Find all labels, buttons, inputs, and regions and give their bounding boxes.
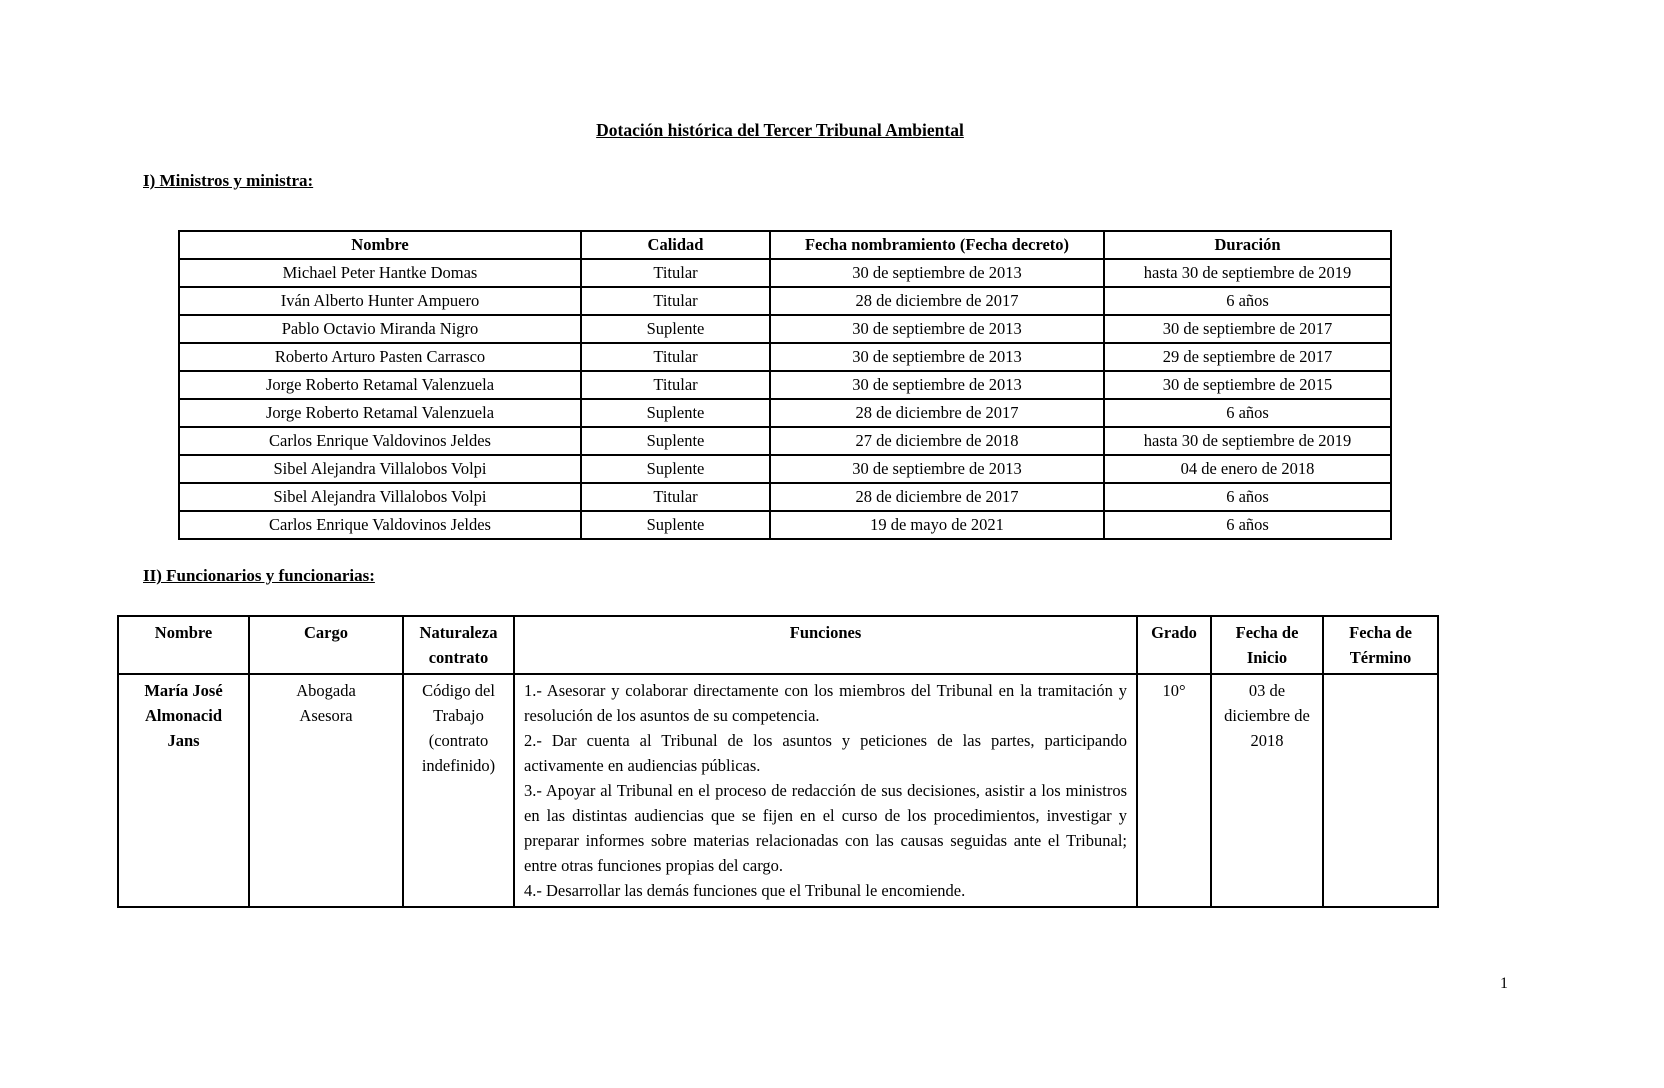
cell-nombre: Iván Alberto Hunter Ampuero [179, 287, 581, 315]
table-row [179, 287, 1391, 315]
funcion-item-4: 4.- Desarrollar las demás funciones que el Tribunal le encomiende. [524, 881, 966, 900]
cell-fecha: 30 de septiembre de 2013 [770, 371, 1104, 399]
cell-nombre: Jorge Roberto Retamal Valenzuela [179, 399, 581, 427]
column-header-fecha-termino: Fecha de Término [1323, 616, 1438, 674]
cell-nombre: Sibel Alejandra Villalobos Volpi [179, 455, 581, 483]
table-header-row [118, 616, 1438, 674]
section-heading-ministros: I) Ministros y ministra: [143, 171, 314, 190]
column-header-naturaleza-contrato: Naturaleza contrato [403, 616, 514, 674]
cell-funciones [514, 674, 1137, 907]
page-number: 1 [1500, 975, 1508, 992]
cell-calidad: Suplente [581, 511, 770, 539]
cell-calidad: Suplente [581, 399, 770, 427]
cell-nombre: Jorge Roberto Retamal Valenzuela [179, 371, 581, 399]
table-row [179, 427, 1391, 455]
column-header-calidad: Calidad [581, 231, 770, 259]
cell-nombre: Sibel Alejandra Villalobos Volpi [179, 483, 581, 511]
cell-nombre: Carlos Enrique Valdovinos Jeldes [179, 511, 581, 539]
column-header-grado: Grado [1137, 616, 1211, 674]
cell-fecha-inicio [1211, 674, 1323, 907]
column-header-nombre: Nombre [179, 231, 581, 259]
cell-nombre: Pablo Octavio Miranda Nigro [179, 315, 581, 343]
cell-fecha: 27 de diciembre de 2018 [770, 427, 1104, 455]
column-header-funciones: Funciones [514, 616, 1137, 674]
cell-nombre [118, 674, 249, 907]
table-row [179, 315, 1391, 343]
section-heading-funcionarios: II) Funcionarios y funcionarias: [143, 566, 375, 585]
funcion-item-3: 3.- Apoyar al Tribunal en el proceso de redacción de sus decisiones, asistir a los ministros en las distintas audiencias que se fijen en el curso de los procedimientos, investigar y preparar informes sobre materias relacionadas con las causas seguidas ante el Tribunal; entre otras funciones propias del cargo. [524, 781, 1127, 875]
table-row [179, 399, 1391, 427]
table-row [118, 674, 1438, 907]
cell-fecha: 30 de septiembre de 2013 [770, 455, 1104, 483]
document-title-text: Dotación histórica del Tercer Tribunal Ambiental [596, 120, 964, 140]
funcionario-grado: 10° [1162, 681, 1186, 700]
cell-calidad: Suplente [581, 427, 770, 455]
ministros-table [178, 230, 1392, 540]
column-header-fecha-inicio: Fecha de Inicio [1211, 616, 1323, 674]
cell-nombre: Carlos Enrique Valdovinos Jeldes [179, 427, 581, 455]
cell-duracion: 30 de septiembre de 2017 [1104, 315, 1391, 343]
cell-calidad: Suplente [581, 315, 770, 343]
cell-cargo [249, 674, 403, 907]
cell-calidad: Titular [581, 287, 770, 315]
funcion-item-2: 2.- Dar cuenta al Tribunal de los asuntos y peticiones de las partes, participando activamente en audiencias públicas. [524, 731, 1127, 775]
column-header-duracion: Duración [1104, 231, 1391, 259]
column-header-nombre: Nombre [118, 616, 249, 674]
cell-duracion: 30 de septiembre de 2015 [1104, 371, 1391, 399]
cell-fecha: 28 de diciembre de 2017 [770, 483, 1104, 511]
cell-grado [1137, 674, 1211, 907]
cell-fecha: 30 de septiembre de 2013 [770, 259, 1104, 287]
cell-fecha: 28 de diciembre de 2017 [770, 399, 1104, 427]
cell-duracion: hasta 30 de septiembre de 2019 [1104, 427, 1391, 455]
cell-duracion: 6 años [1104, 511, 1391, 539]
cell-fecha: 30 de septiembre de 2013 [770, 315, 1104, 343]
funcionarios-table [117, 615, 1439, 908]
cell-calidad: Titular [581, 259, 770, 287]
cell-nombre: Michael Peter Hantke Domas [179, 259, 581, 287]
funcionario-fecha-inicio: 03 de diciembre de 2018 [1224, 681, 1310, 750]
cell-fecha-termino [1323, 674, 1438, 907]
cell-naturaleza-contrato [403, 674, 514, 907]
cell-duracion: 6 años [1104, 287, 1391, 315]
column-header-fecha-nombramiento: Fecha nombramiento (Fecha decreto) [770, 231, 1104, 259]
cell-duracion: 29 de septiembre de 2017 [1104, 343, 1391, 371]
cell-calidad: Titular [581, 483, 770, 511]
funcion-item-1: 1.- Asesorar y colaborar directamente con los miembros del Tribunal en la tramitación y resolución de los asuntos de su competencia. [524, 681, 1127, 725]
cell-calidad: Suplente [581, 455, 770, 483]
cell-duracion: 04 de enero de 2018 [1104, 455, 1391, 483]
cell-fecha: 28 de diciembre de 2017 [770, 287, 1104, 315]
cell-nombre: Roberto Arturo Pasten Carrasco [179, 343, 581, 371]
cell-duracion: 6 años [1104, 399, 1391, 427]
cell-calidad: Titular [581, 371, 770, 399]
table-row [179, 455, 1391, 483]
table-row [179, 343, 1391, 371]
table-row [179, 259, 1391, 287]
table-row [179, 371, 1391, 399]
funcionario-cargo: Abogada Asesora [296, 681, 356, 725]
table-row [179, 511, 1391, 539]
document-title [0, 120, 1560, 141]
cell-fecha: 19 de mayo de 2021 [770, 511, 1104, 539]
funcionario-nombre: María José Almonacid Jans [144, 681, 223, 750]
cell-duracion: 6 años [1104, 483, 1391, 511]
table-header-row [179, 231, 1391, 259]
table-row [179, 483, 1391, 511]
cell-fecha: 30 de septiembre de 2013 [770, 343, 1104, 371]
cell-calidad: Titular [581, 343, 770, 371]
column-header-cargo: Cargo [249, 616, 403, 674]
cell-duracion: hasta 30 de septiembre de 2019 [1104, 259, 1391, 287]
funcionario-naturaleza-contrato: Código del Trabajo (contrato indefinido) [421, 681, 496, 775]
